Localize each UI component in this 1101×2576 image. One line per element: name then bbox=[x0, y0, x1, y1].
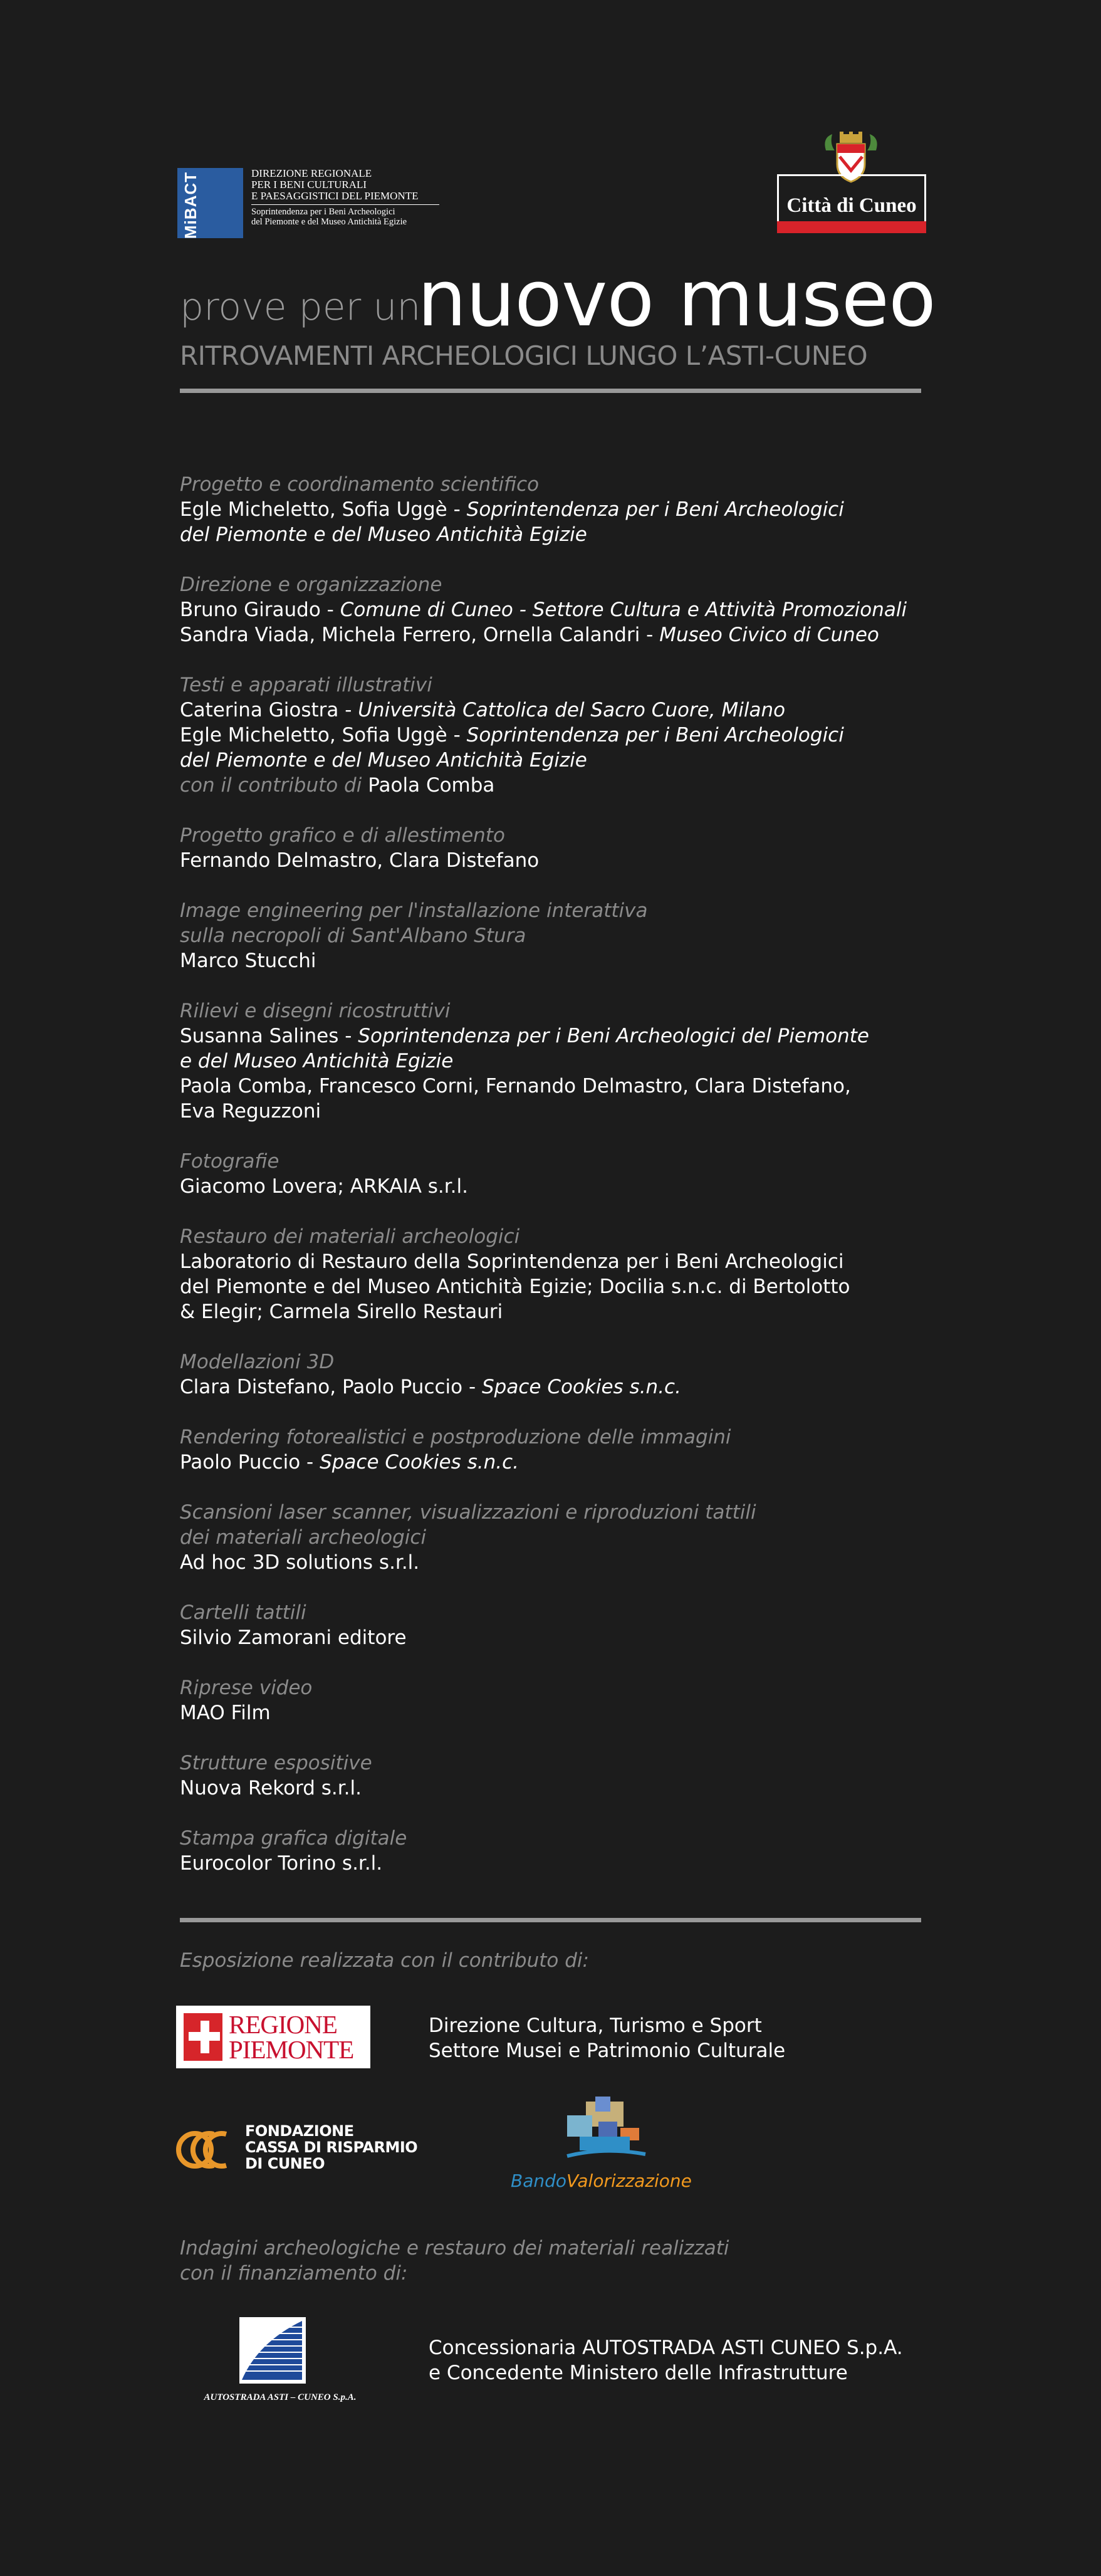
bando-valorizzazione-logo bbox=[511, 2097, 692, 2192]
citta-di-cuneo-logo bbox=[777, 132, 925, 235]
credit-gap bbox=[180, 1199, 932, 1224]
credit-block bbox=[180, 1826, 932, 1876]
credit-value bbox=[180, 773, 932, 798]
fondazione-line-1: FONDAZIONE bbox=[245, 2122, 354, 2140]
credit-block bbox=[180, 1675, 932, 1725]
mibact-logo-mark bbox=[177, 168, 243, 238]
credit-value-segment: Marco Stucchi bbox=[180, 950, 316, 972]
credit-block bbox=[180, 823, 932, 873]
credit-value-segment: Sandra Viada, Michela Ferrero, Ornella Calandri - bbox=[180, 624, 660, 646]
credit-value-segment: & Elegir; Carmela Sirello Restauri bbox=[180, 1301, 503, 1323]
credits-rule bbox=[180, 1918, 921, 1922]
credit-value bbox=[180, 1299, 932, 1324]
fondazione-line-3: DI CUNEO bbox=[245, 2155, 325, 2172]
credit-value bbox=[180, 1074, 932, 1099]
mibact-line-1: DIREZIONE REGIONALE bbox=[251, 167, 372, 179]
credit-value bbox=[180, 1374, 932, 1400]
mibact-line-3: E PAESAGGISTICI DEL PIEMONTE bbox=[251, 190, 419, 202]
credit-value-segment: Eurocolor Torino s.r.l. bbox=[180, 1852, 383, 1875]
credit-block bbox=[180, 572, 932, 647]
credit-gap bbox=[180, 798, 932, 823]
credit-value-segment: Paola Comba, Francesco Corni, Fernando Delmastro, Clara Distefano, bbox=[180, 1075, 851, 1097]
credit-value-segment: Egle Micheletto, Sofia Uggè - bbox=[180, 498, 467, 521]
credit-value bbox=[180, 1700, 932, 1725]
credit-gap bbox=[180, 973, 932, 998]
credit-gap bbox=[180, 547, 932, 572]
credit-block bbox=[180, 1751, 932, 1801]
credit-gap bbox=[180, 1575, 932, 1600]
credit-block bbox=[180, 1149, 932, 1199]
credit-gap bbox=[180, 1400, 932, 1425]
autostrada-logo-text: AUTOSTRADA ASTI – CUNEO S.p.A. bbox=[204, 2392, 357, 2402]
credit-value bbox=[180, 848, 932, 873]
credit-block bbox=[180, 673, 932, 798]
credit-label: Progetto grafico e di allestimento bbox=[180, 824, 505, 847]
credit-label: dei materiali archeologici bbox=[180, 1526, 427, 1549]
credit-label: Riprese video bbox=[180, 1677, 313, 1699]
cuneo-name: Città di Cuneo bbox=[786, 194, 917, 217]
credit-label: Stampa grafica digitale bbox=[180, 1827, 407, 1850]
credit-block bbox=[180, 998, 932, 1124]
credit-value-segment: del Piemonte e del Museo Antichità Egizie; Docilia s.n.c. di Bertolotto bbox=[180, 1275, 850, 1298]
mibact-logo-text: MiBACT bbox=[181, 172, 200, 239]
credit-value bbox=[180, 1274, 932, 1299]
credit-value bbox=[180, 1174, 932, 1199]
credit-value-segment: Eva Reguzzoni bbox=[180, 1100, 321, 1123]
credit-value-segment: Susanna Salines - bbox=[180, 1025, 358, 1047]
credit-label: Strutture espositive bbox=[180, 1752, 372, 1774]
credit-label: Direzione e organizzazione bbox=[180, 573, 442, 596]
credit-block bbox=[180, 1600, 932, 1650]
credit-value bbox=[180, 1851, 932, 1876]
mibact-divider bbox=[251, 204, 439, 205]
credit-value-segment: Silvio Zamorani editore bbox=[180, 1626, 407, 1649]
credit-value-segment: Soprintendenza per i Beni Archeologici bbox=[466, 724, 844, 746]
credit-value-segment: e del Museo Antichità Egizie bbox=[180, 1050, 454, 1072]
credit-value-segment: Giacomo Lovera; ARKAIA s.r.l. bbox=[180, 1175, 468, 1198]
credit-label: Modellazioni 3D bbox=[180, 1351, 335, 1373]
credit-value bbox=[180, 1024, 932, 1049]
credit-gap bbox=[180, 1801, 932, 1826]
credit-label: Fotografie bbox=[180, 1150, 279, 1173]
credit-label: Rendering fotorealistici e postproduzione delle immagini bbox=[180, 1426, 731, 1448]
credit-value bbox=[180, 698, 932, 723]
credit-value bbox=[180, 1550, 932, 1575]
title-rule bbox=[180, 389, 921, 393]
credit-label: Progetto e coordinamento scientifico bbox=[180, 473, 540, 496]
fondazione-line-2: CASSA DI RISPARMIO bbox=[245, 2139, 418, 2156]
credit-gap bbox=[180, 1725, 932, 1751]
regione-logo-line-1: REGIONE bbox=[229, 2010, 337, 2039]
autostrada-description bbox=[429, 2335, 903, 2385]
regione-piemonte-logo bbox=[176, 2006, 370, 2068]
credit-value bbox=[180, 597, 932, 622]
credit-value bbox=[180, 1625, 932, 1650]
bando-text-1: Bando bbox=[511, 2170, 567, 2191]
credit-value-segment: Comune di Cuneo - Settore Cultura e Attività Promozionali bbox=[340, 599, 907, 621]
credit-value-segment: con il contributo di bbox=[180, 774, 368, 797]
credit-label: Scansioni laser scanner, visualizzazioni e riproduzioni tattili bbox=[180, 1501, 756, 1524]
autostrada-logo-icon bbox=[239, 2317, 306, 2384]
credit-value-segment: Soprintendenza per i Beni Archeologici bbox=[466, 498, 844, 521]
mibact-sub-1: Soprintendenza per i Beni Archeologici bbox=[251, 207, 395, 217]
regione-logo-line-2: PIEMONTE bbox=[229, 2035, 354, 2064]
credit-value-segment: Nuova Rekord s.r.l. bbox=[180, 1777, 362, 1799]
autostrada-desc-line-2: e Concedente Ministero delle Infrastrutture bbox=[429, 2362, 848, 2384]
credit-value-segment: Paolo Puccio - bbox=[180, 1451, 320, 1474]
fondazione-crc-logo bbox=[176, 2122, 433, 2178]
credit-value-segment: del Piemonte e del Museo Antichità Egizie bbox=[180, 523, 587, 546]
bando-text bbox=[511, 2170, 692, 2191]
regione-logo-text bbox=[229, 2012, 353, 2062]
mibact-line-2: PER I BENI CULTURALI bbox=[251, 179, 367, 191]
credit-value bbox=[180, 948, 932, 973]
regione-desc-line-1: Direzione Cultura, Turismo e Sport bbox=[429, 2014, 762, 2037]
credit-gap bbox=[180, 1324, 932, 1349]
title-prefix: prove per un bbox=[180, 285, 421, 329]
credit-value bbox=[180, 622, 932, 647]
fondazione-logo-text bbox=[245, 2123, 417, 2172]
credit-value bbox=[180, 1049, 932, 1074]
bando-text-2: Valorizzazione bbox=[566, 2170, 692, 2191]
credit-value-segment: Fernando Delmastro, Clara Distefano bbox=[180, 849, 540, 872]
credit-label: Cartelli tattili bbox=[180, 1601, 306, 1624]
funding-intro-line-1: Indagini archeologiche e restauro dei materiali realizzati bbox=[180, 2237, 729, 2259]
credit-block bbox=[180, 1425, 932, 1475]
credit-value-segment: MAO Film bbox=[180, 1702, 271, 1724]
credit-value-segment: Bruno Giraudo - bbox=[180, 599, 340, 621]
credit-value bbox=[180, 748, 932, 773]
credit-value-segment: Paola Comba bbox=[368, 774, 495, 797]
credits-list bbox=[180, 472, 932, 1876]
credit-gap bbox=[180, 647, 932, 673]
cuneo-red-bar bbox=[777, 221, 926, 233]
mibact-text-block bbox=[251, 168, 446, 227]
credit-value-segment: Museo Civico di Cuneo bbox=[659, 624, 879, 646]
credit-label: sulla necropoli di Sant'Albano Stura bbox=[180, 924, 526, 947]
credit-block bbox=[180, 898, 932, 973]
mibact-logo bbox=[177, 168, 441, 238]
regione-cross-horizontal bbox=[189, 2032, 220, 2041]
credit-value bbox=[180, 522, 932, 547]
fondazione-crc-mark-icon bbox=[176, 2122, 246, 2178]
credit-gap bbox=[180, 873, 932, 898]
credit-value bbox=[180, 1776, 932, 1801]
funding-intro bbox=[180, 2236, 729, 2286]
credit-value bbox=[180, 723, 932, 748]
regione-description bbox=[429, 2013, 785, 2063]
autostrada-desc-line-1: Concessionaria AUTOSTRADA ASTI CUNEO S.p.A. bbox=[429, 2337, 903, 2359]
credit-value-segment: Clara Distefano, Paolo Puccio - bbox=[180, 1376, 482, 1398]
funding-intro-line-2: con il finanziamento di: bbox=[180, 2262, 408, 2285]
mibact-sub-2: del Piemonte e del Museo Antichità Egizie bbox=[251, 217, 407, 227]
credit-block bbox=[180, 1500, 932, 1575]
credit-value-segment: del Piemonte e del Museo Antichità Egizie bbox=[180, 749, 587, 772]
regione-desc-line-2: Settore Musei e Patrimonio Culturale bbox=[429, 2039, 786, 2062]
credit-value bbox=[180, 497, 932, 522]
credit-label: Testi e apparati illustrativi bbox=[180, 674, 432, 696]
title-main: nuovo museo bbox=[417, 254, 936, 344]
credit-block bbox=[180, 472, 932, 547]
credit-value-segment: Ad hoc 3D solutions s.r.l. bbox=[180, 1551, 420, 1574]
credit-value-segment: Soprintendenza per i Beni Archeologici del Piemonte bbox=[358, 1025, 869, 1047]
credit-block bbox=[180, 1349, 932, 1400]
credit-value-segment: Egle Micheletto, Sofia Uggè - bbox=[180, 724, 467, 746]
credit-value bbox=[180, 1249, 932, 1274]
credit-label: Rilievi e disegni ricostruttivi bbox=[180, 1000, 451, 1022]
credit-value-segment: Space Cookies s.n.c. bbox=[320, 1451, 519, 1474]
credit-value-segment: Università Cattolica del Sacro Cuore, Milano bbox=[358, 699, 786, 721]
credit-gap bbox=[180, 1475, 932, 1500]
credit-value-segment: Caterina Giostra - bbox=[180, 699, 358, 721]
title-subtitle: RITROVAMENTI ARCHEOLOGICI LUNGO L’ASTI-CUNEO bbox=[180, 340, 868, 371]
credit-value-segment: Laboratorio di Restauro della Soprintendenza per i Beni Archeologici bbox=[180, 1250, 844, 1273]
autostrada-logo bbox=[177, 2317, 384, 2408]
credit-value bbox=[180, 1099, 932, 1124]
credit-gap bbox=[180, 1650, 932, 1675]
bando-valorizzazione-icon bbox=[561, 2097, 649, 2169]
credit-block bbox=[180, 1224, 932, 1324]
credit-gap bbox=[180, 1124, 932, 1149]
credit-label: Image engineering per l'installazione interattiva bbox=[180, 899, 648, 922]
credit-value bbox=[180, 1450, 932, 1475]
credit-value-segment: Space Cookies s.n.c. bbox=[482, 1376, 681, 1398]
sponsors-intro: Esposizione realizzata con il contributo di: bbox=[180, 1949, 589, 1972]
credit-label: Restauro dei materiali archeologici bbox=[180, 1225, 520, 1248]
